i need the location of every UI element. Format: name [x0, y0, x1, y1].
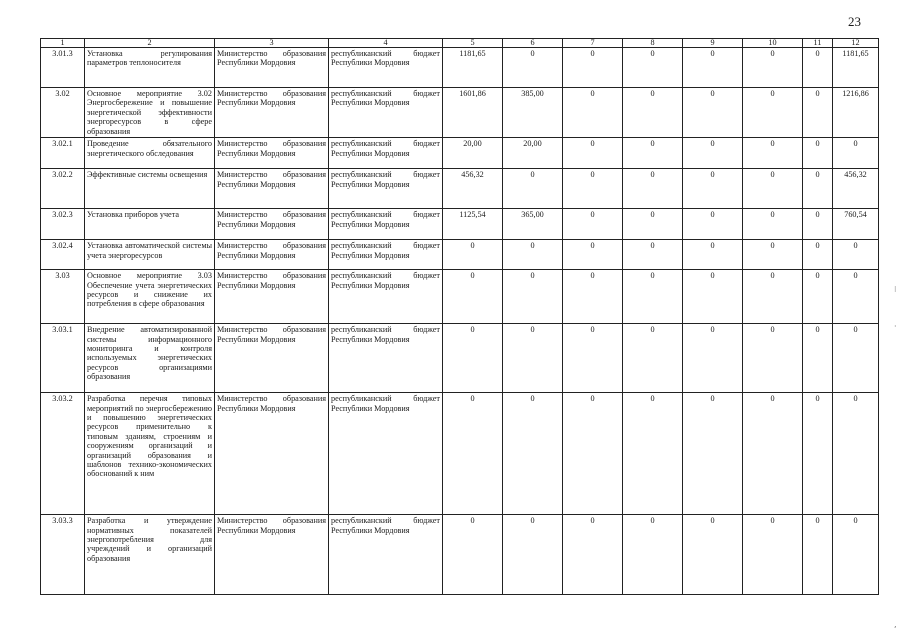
value-cell: 0: [443, 324, 503, 393]
value-cell: 0: [743, 88, 803, 138]
value-cell: 1125,54: [443, 209, 503, 240]
value-cell: 0: [743, 270, 803, 324]
row-executor: Министерство образования Республики Мордовия: [215, 270, 329, 324]
value-cell: 0: [683, 270, 743, 324]
value-cell: 0: [833, 240, 879, 270]
value-cell: 0: [803, 138, 833, 169]
value-cell: 0: [683, 209, 743, 240]
value-cell: 1216,86: [833, 88, 879, 138]
value-cell: 0: [563, 138, 623, 169]
value-cell: 0: [563, 393, 623, 515]
value-cell: 0: [563, 515, 623, 595]
value-cell: 0: [623, 48, 683, 88]
value-cell: 0: [443, 270, 503, 324]
table-row: [41, 48, 879, 88]
table-row: [41, 169, 879, 209]
margin-mark: ·: [894, 322, 897, 331]
table-row: [41, 240, 879, 270]
value-cell: 20,00: [443, 138, 503, 169]
row-code: 3.03.3: [41, 515, 85, 595]
row-executor: Министерство образования Республики Мордовия: [215, 240, 329, 270]
value-cell: 0: [803, 515, 833, 595]
row-code: 3.03.2: [41, 393, 85, 515]
value-cell: 0: [503, 240, 563, 270]
row-name: Разработка и утверждение нормативных показателей энергопотребления для учреждений и организаций образования: [85, 515, 215, 595]
value-cell: 0: [803, 393, 833, 515]
value-cell: 1181,65: [443, 48, 503, 88]
value-cell: 0: [563, 169, 623, 209]
row-code: 3.02.2: [41, 169, 85, 209]
value-cell: 0: [563, 270, 623, 324]
value-cell: 0: [623, 209, 683, 240]
value-cell: 0: [443, 240, 503, 270]
row-executor: Министерство образования Республики Мордовия: [215, 169, 329, 209]
row-name: Проведение обязательного энергетического обследования: [85, 138, 215, 169]
column-header: 12: [833, 39, 879, 48]
value-cell: 0: [743, 393, 803, 515]
value-cell: 365,00: [503, 209, 563, 240]
value-cell: 760,54: [833, 209, 879, 240]
value-cell: 0: [743, 209, 803, 240]
row-source: республиканский бюджет Республики Мордовия: [329, 270, 443, 324]
row-code: 3.02.4: [41, 240, 85, 270]
row-source: республиканский бюджет Республики Мордовия: [329, 169, 443, 209]
margin-mark: ⁝: [894, 285, 897, 294]
value-cell: 0: [803, 48, 833, 88]
column-header: 3: [215, 39, 329, 48]
header-row: [41, 39, 879, 48]
column-header: 11: [803, 39, 833, 48]
row-name: Основное мероприятие 3.02 Энергосбережение и повышение энергетической эффективности энергоресурсов в сфере образования: [85, 88, 215, 138]
value-cell: 0: [743, 169, 803, 209]
row-source: республиканский бюджет Республики Мордовия: [329, 324, 443, 393]
value-cell: 0: [743, 324, 803, 393]
column-header: 5: [443, 39, 503, 48]
row-source: республиканский бюджет Республики Мордовия: [329, 138, 443, 169]
column-header: 2: [85, 39, 215, 48]
column-header: 9: [683, 39, 743, 48]
page-number: 23: [848, 14, 861, 29]
column-header: 8: [623, 39, 683, 48]
value-cell: 0: [503, 515, 563, 595]
value-cell: 0: [743, 515, 803, 595]
value-cell: 0: [683, 48, 743, 88]
value-cell: 0: [803, 88, 833, 138]
value-cell: 0: [833, 393, 879, 515]
row-source: республиканский бюджет Республики Мордовия: [329, 88, 443, 138]
value-cell: 0: [833, 324, 879, 393]
value-cell: 0: [743, 138, 803, 169]
table-row: [41, 324, 879, 393]
margin-mark: ,: [894, 620, 897, 629]
value-cell: 0: [743, 48, 803, 88]
row-name: Установка автоматической системы учета энергоресурсов: [85, 240, 215, 270]
row-executor: Министерство образования Республики Мордовия: [215, 138, 329, 169]
value-cell: 0: [563, 324, 623, 393]
row-source: республиканский бюджет Республики Мордовия: [329, 240, 443, 270]
value-cell: 0: [563, 240, 623, 270]
row-executor: Министерство образования Республики Мордовия: [215, 88, 329, 138]
value-cell: 0: [833, 138, 879, 169]
value-cell: 0: [683, 515, 743, 595]
budget-table: [40, 38, 879, 595]
row-source: республиканский бюджет Республики Мордовия: [329, 48, 443, 88]
row-name: Эффективные системы освещения: [85, 169, 215, 209]
value-cell: 1601,86: [443, 88, 503, 138]
row-executor: Министерство образования Республики Мордовия: [215, 515, 329, 595]
table-row: [41, 138, 879, 169]
column-header: 4: [329, 39, 443, 48]
row-executor: Министерство образования Республики Мордовия: [215, 209, 329, 240]
value-cell: 0: [683, 324, 743, 393]
value-cell: 0: [623, 270, 683, 324]
value-cell: 0: [563, 48, 623, 88]
value-cell: 0: [803, 324, 833, 393]
value-cell: 456,32: [443, 169, 503, 209]
value-cell: 0: [803, 240, 833, 270]
row-code: 3.02.1: [41, 138, 85, 169]
column-header: 7: [563, 39, 623, 48]
value-cell: 0: [503, 324, 563, 393]
value-cell: 0: [623, 515, 683, 595]
value-cell: 0: [503, 48, 563, 88]
row-name: Установка приборов учета: [85, 209, 215, 240]
value-cell: 456,32: [833, 169, 879, 209]
row-name: Установка регулирования параметров теплоносителя: [85, 48, 215, 88]
row-code: 3.02.3: [41, 209, 85, 240]
row-name: Внедрение автоматизированной системы информационного мониторинга и контроля используемых энергетических ресурсов организациями образования: [85, 324, 215, 393]
table-row: [41, 515, 879, 595]
value-cell: 385,00: [503, 88, 563, 138]
value-cell: 0: [683, 240, 743, 270]
row-executor: Министерство образования Республики Мордовия: [215, 48, 329, 88]
row-executor: Министерство образования Республики Мордовия: [215, 393, 329, 515]
row-source: республиканский бюджет Республики Мордовия: [329, 393, 443, 515]
row-executor: Министерство образования Республики Мордовия: [215, 324, 329, 393]
value-cell: 0: [623, 138, 683, 169]
table-row: [41, 270, 879, 324]
value-cell: 0: [623, 393, 683, 515]
value-cell: 0: [683, 88, 743, 138]
column-header: 6: [503, 39, 563, 48]
value-cell: 0: [623, 324, 683, 393]
value-cell: 0: [743, 240, 803, 270]
column-header: 1: [41, 39, 85, 48]
value-cell: 0: [623, 240, 683, 270]
row-name: Основное мероприятие 3.03 Обеспечение учета энергетических ресурсов и снижение их потребления в сфере образования: [85, 270, 215, 324]
value-cell: 0: [683, 169, 743, 209]
value-cell: 0: [443, 393, 503, 515]
value-cell: 0: [563, 209, 623, 240]
row-source: республиканский бюджет Республики Мордовия: [329, 209, 443, 240]
row-code: 3.02: [41, 88, 85, 138]
value-cell: 20,00: [503, 138, 563, 169]
value-cell: 0: [683, 393, 743, 515]
table-row: [41, 393, 879, 515]
row-code: 3.03.1: [41, 324, 85, 393]
row-name: Разработка перечня типовых мероприятий по энергосбережению и повышению энергетических ресурсов применительно к типовым зданиям, строениям и сооружениям организаций и организаций образования и шаблонов технико-экономических обоснований к ним: [85, 393, 215, 515]
table-row: [41, 209, 879, 240]
row-source: республиканский бюджет Республики Мордовия: [329, 515, 443, 595]
column-header: 10: [743, 39, 803, 48]
value-cell: 0: [683, 138, 743, 169]
row-code: 3.03: [41, 270, 85, 324]
value-cell: 0: [623, 169, 683, 209]
value-cell: 0: [803, 209, 833, 240]
row-code: 3.01.3: [41, 48, 85, 88]
value-cell: 0: [503, 270, 563, 324]
value-cell: 0: [563, 88, 623, 138]
value-cell: 0: [833, 515, 879, 595]
value-cell: 0: [443, 515, 503, 595]
value-cell: 1181,65: [833, 48, 879, 88]
value-cell: 0: [503, 393, 563, 515]
value-cell: 0: [503, 169, 563, 209]
value-cell: 0: [803, 270, 833, 324]
table-row: [41, 88, 879, 138]
value-cell: 0: [833, 270, 879, 324]
value-cell: 0: [623, 88, 683, 138]
value-cell: 0: [803, 169, 833, 209]
